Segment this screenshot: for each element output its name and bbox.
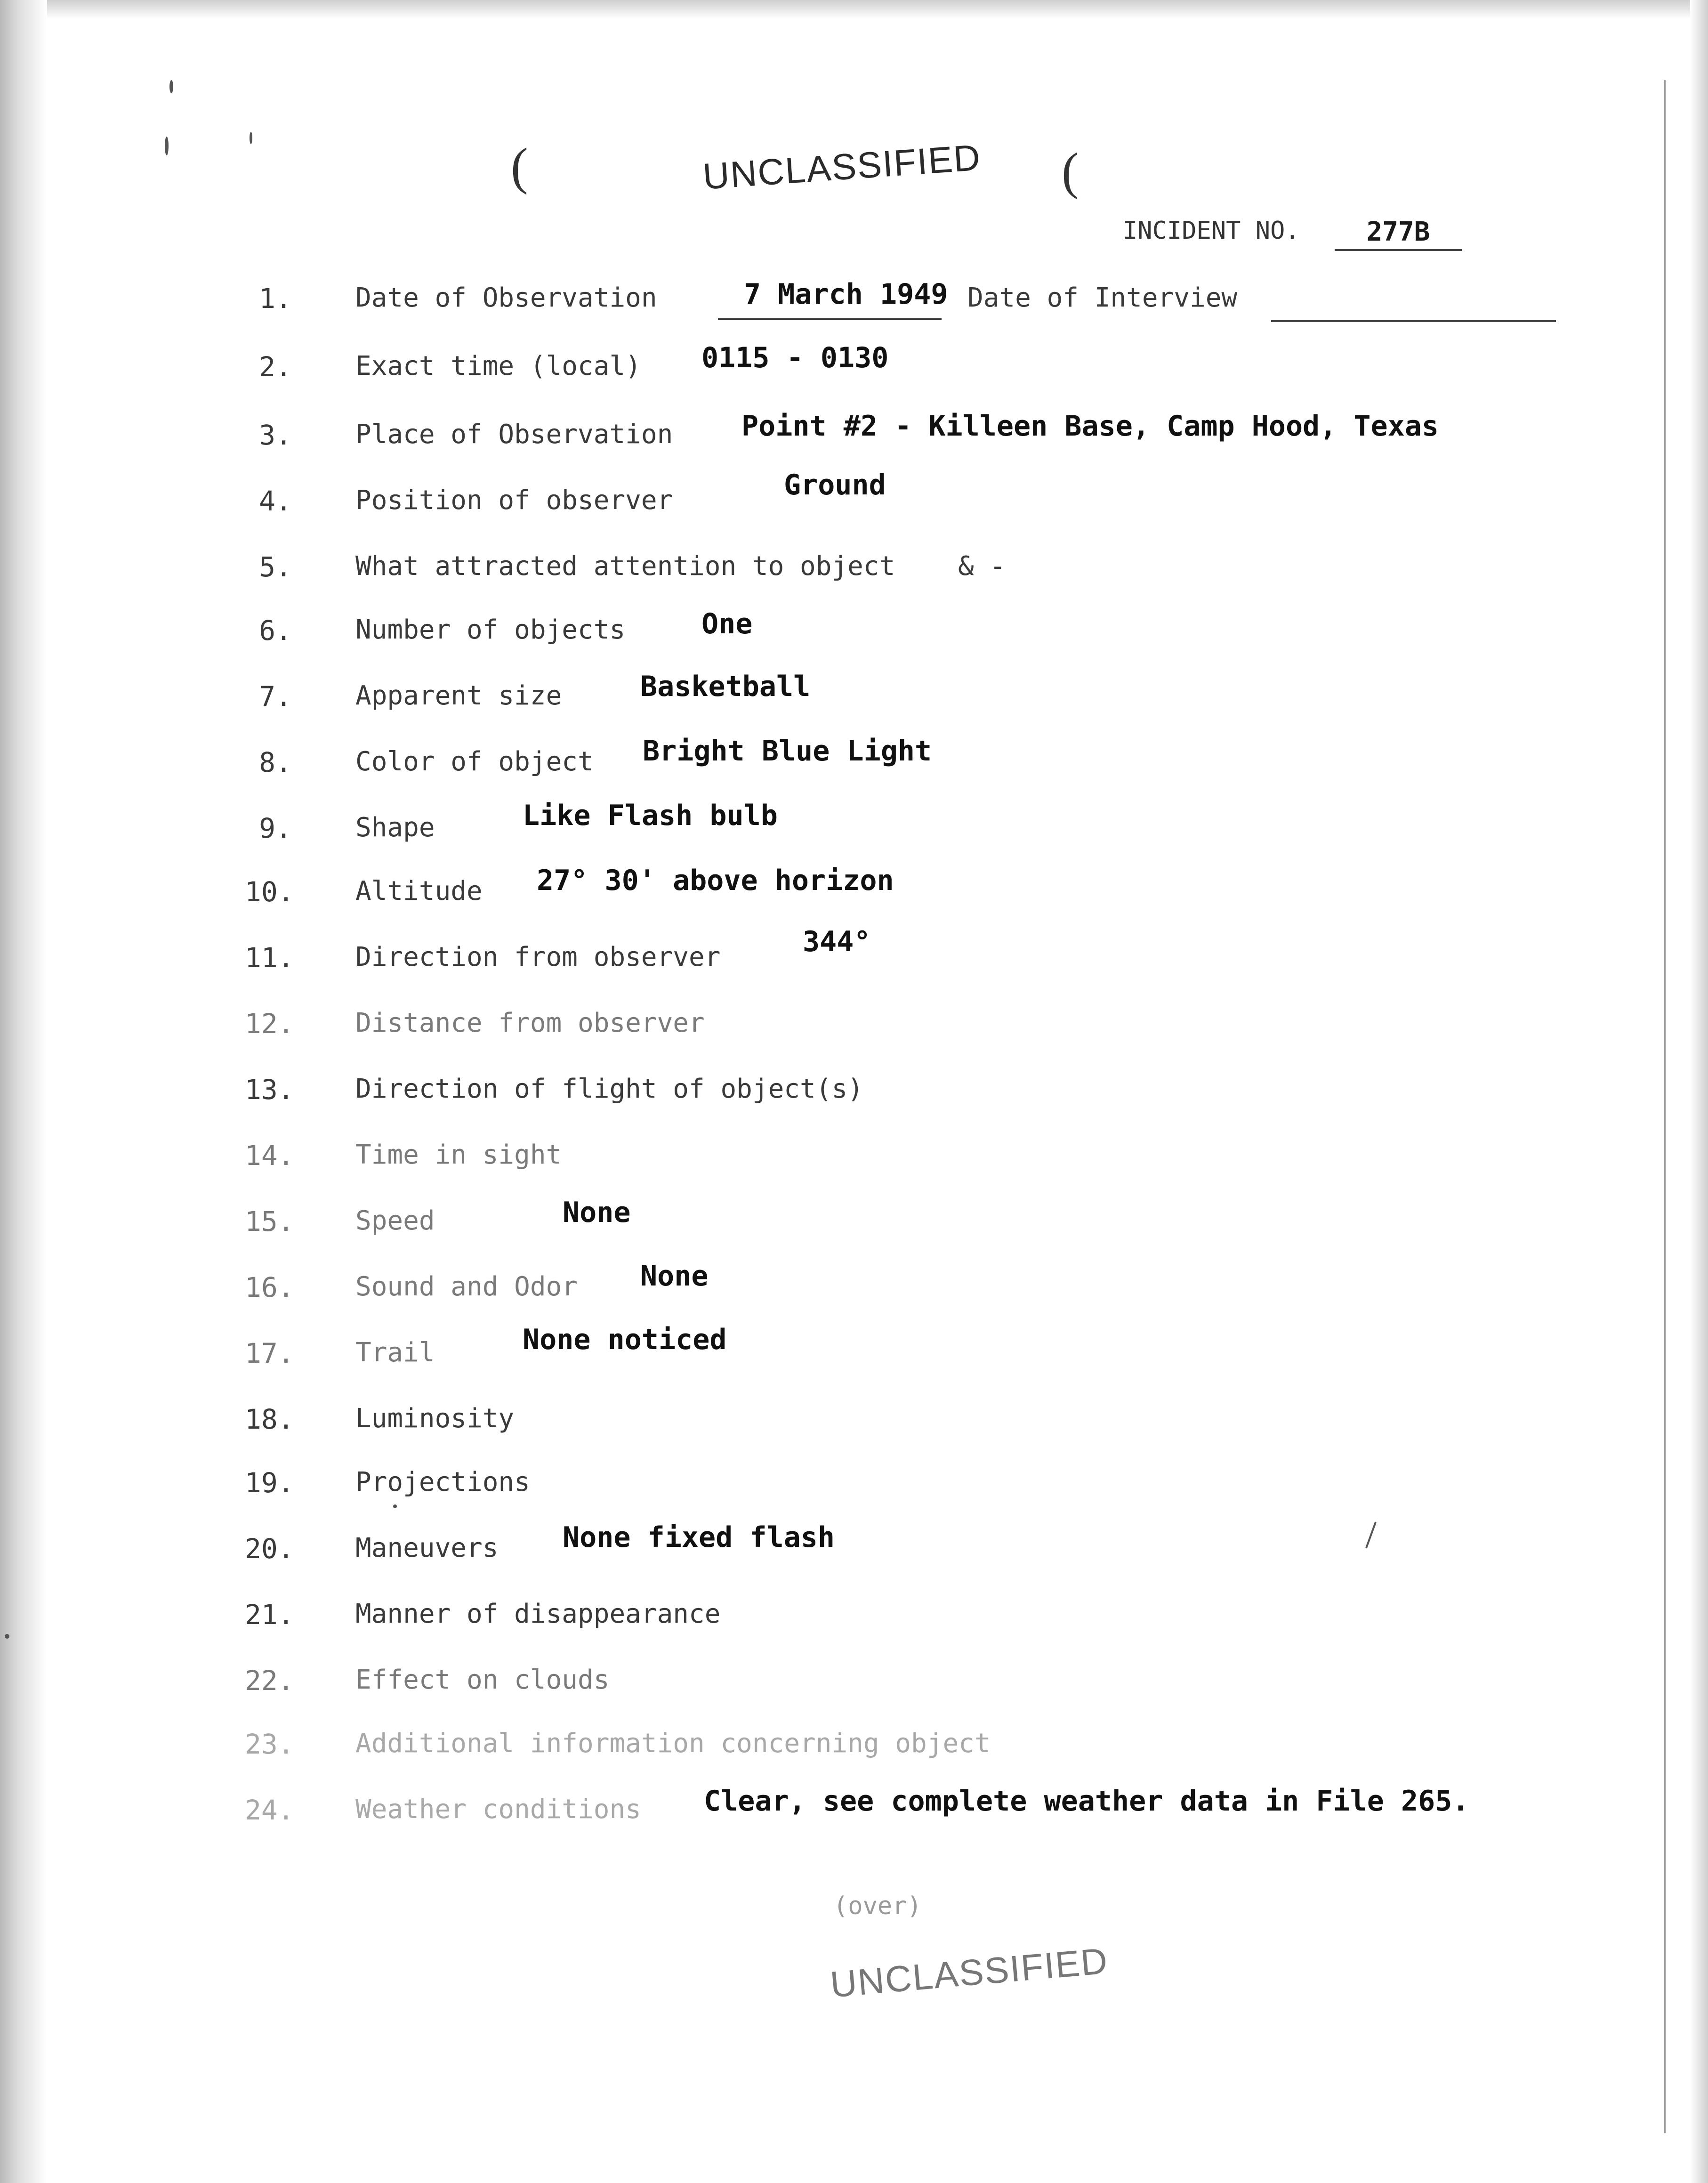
item-number: 15. bbox=[245, 1205, 294, 1237]
item-label: Color of object bbox=[355, 746, 594, 777]
item-value: Point #2 - Killeen Base, Camp Hood, Texas bbox=[741, 410, 1439, 443]
item-label: Position of observer bbox=[355, 485, 673, 516]
item-label: Shape bbox=[355, 812, 435, 843]
punch-mark-right: ( bbox=[1062, 142, 1079, 200]
classification-stamp-bottom: UNCLASSIFIED bbox=[829, 1940, 1110, 2005]
item-label: Direction from observer bbox=[355, 942, 721, 972]
item-number: 22. bbox=[245, 1665, 294, 1697]
item-label: Effect on clouds bbox=[355, 1665, 610, 1695]
scan-edge-right bbox=[1690, 0, 1708, 2183]
scan-speck bbox=[1365, 1521, 1377, 1549]
incident-number: 277B bbox=[1335, 217, 1462, 251]
item-number: 5. bbox=[259, 551, 292, 583]
interview-blank-line bbox=[1271, 320, 1556, 322]
item-number: 23. bbox=[245, 1728, 294, 1760]
item-value: None noticed bbox=[523, 1323, 727, 1356]
item-number: 4. bbox=[259, 485, 292, 517]
item-label: Altitude bbox=[355, 876, 483, 906]
item-value: 7 March 1949 bbox=[744, 278, 948, 311]
item-number: 2. bbox=[259, 351, 292, 383]
date-underline bbox=[718, 318, 942, 320]
item-label: Date of Observation bbox=[355, 283, 657, 313]
item-value: Clear, see complete weather data in File 265. bbox=[704, 1785, 1469, 1818]
scan-edge-left bbox=[0, 0, 47, 2183]
item-number: 16. bbox=[245, 1271, 294, 1303]
scan-speck bbox=[5, 1634, 9, 1639]
scan-speck bbox=[250, 132, 252, 144]
item-value: Basketball bbox=[640, 670, 811, 703]
item-label: Speed bbox=[355, 1205, 435, 1236]
item-label: Trail bbox=[355, 1337, 435, 1368]
item-number: 9. bbox=[259, 812, 292, 844]
item-number: 10. bbox=[245, 876, 294, 908]
item-value: None bbox=[640, 1260, 709, 1293]
item-number: 20. bbox=[245, 1533, 294, 1565]
item-label: Distance from observer bbox=[355, 1008, 705, 1038]
item-label-interview: Date of Interview bbox=[967, 283, 1238, 313]
item-value: Like Flash bulb bbox=[523, 799, 778, 832]
scan-edge-top bbox=[0, 0, 1708, 19]
item-value: One bbox=[701, 607, 753, 640]
item-number: 21. bbox=[245, 1599, 294, 1631]
item-value: 0115 - 0130 bbox=[701, 341, 889, 374]
incident-label: INCIDENT NO. bbox=[1123, 217, 1300, 245]
item-value: Bright Blue Light bbox=[643, 735, 932, 768]
item-value: 27° 30' above horizon bbox=[537, 864, 894, 897]
item-number: 8. bbox=[259, 746, 292, 778]
item-number: 6. bbox=[259, 614, 292, 647]
item-label: Sound and Odor bbox=[355, 1271, 578, 1302]
classification-stamp-top: UNCLASSIFIED bbox=[701, 136, 983, 197]
item-number: 14. bbox=[245, 1140, 294, 1172]
over-note: (over) bbox=[833, 1892, 922, 1920]
item-value: None fixed flash bbox=[563, 1521, 835, 1554]
item-number: 11. bbox=[245, 942, 294, 974]
item-label: Weather conditions bbox=[355, 1794, 641, 1825]
item-value: 344° bbox=[803, 925, 871, 958]
item-number: 12. bbox=[245, 1008, 294, 1040]
item-number: 18. bbox=[245, 1403, 294, 1435]
item-number: 1. bbox=[259, 283, 292, 315]
item-number: 24. bbox=[245, 1794, 294, 1826]
scan-speck bbox=[393, 1504, 397, 1508]
item-label: Luminosity bbox=[355, 1403, 515, 1434]
item-label: Place of Observation bbox=[355, 419, 673, 450]
item-value: & - bbox=[958, 551, 1006, 582]
scan-speck bbox=[169, 80, 173, 93]
item-label: Number of objects bbox=[355, 614, 626, 645]
item-label: Time in sight bbox=[355, 1140, 562, 1170]
item-number: 17. bbox=[245, 1337, 294, 1369]
item-label: Direction of flight of object(s) bbox=[355, 1074, 863, 1104]
item-label: What attracted attention to object bbox=[355, 551, 895, 582]
item-value: Ground bbox=[784, 469, 886, 501]
item-number: 3. bbox=[259, 419, 292, 451]
scan-speck bbox=[165, 137, 169, 155]
item-label: Manner of disappearance bbox=[355, 1599, 721, 1629]
item-number: 7. bbox=[259, 680, 292, 712]
item-label: Maneuvers bbox=[355, 1533, 499, 1563]
item-label: Projections bbox=[355, 1467, 530, 1497]
punch-mark-left: ( bbox=[511, 137, 528, 195]
item-label: Exact time (local) bbox=[355, 351, 641, 381]
item-label: Additional information concerning object bbox=[355, 1728, 991, 1759]
item-label: Apparent size bbox=[355, 680, 562, 711]
item-value: None bbox=[563, 1196, 631, 1229]
scan-edge-line bbox=[1664, 80, 1666, 2133]
item-number: 19. bbox=[245, 1467, 294, 1499]
item-number: 13. bbox=[245, 1074, 294, 1106]
